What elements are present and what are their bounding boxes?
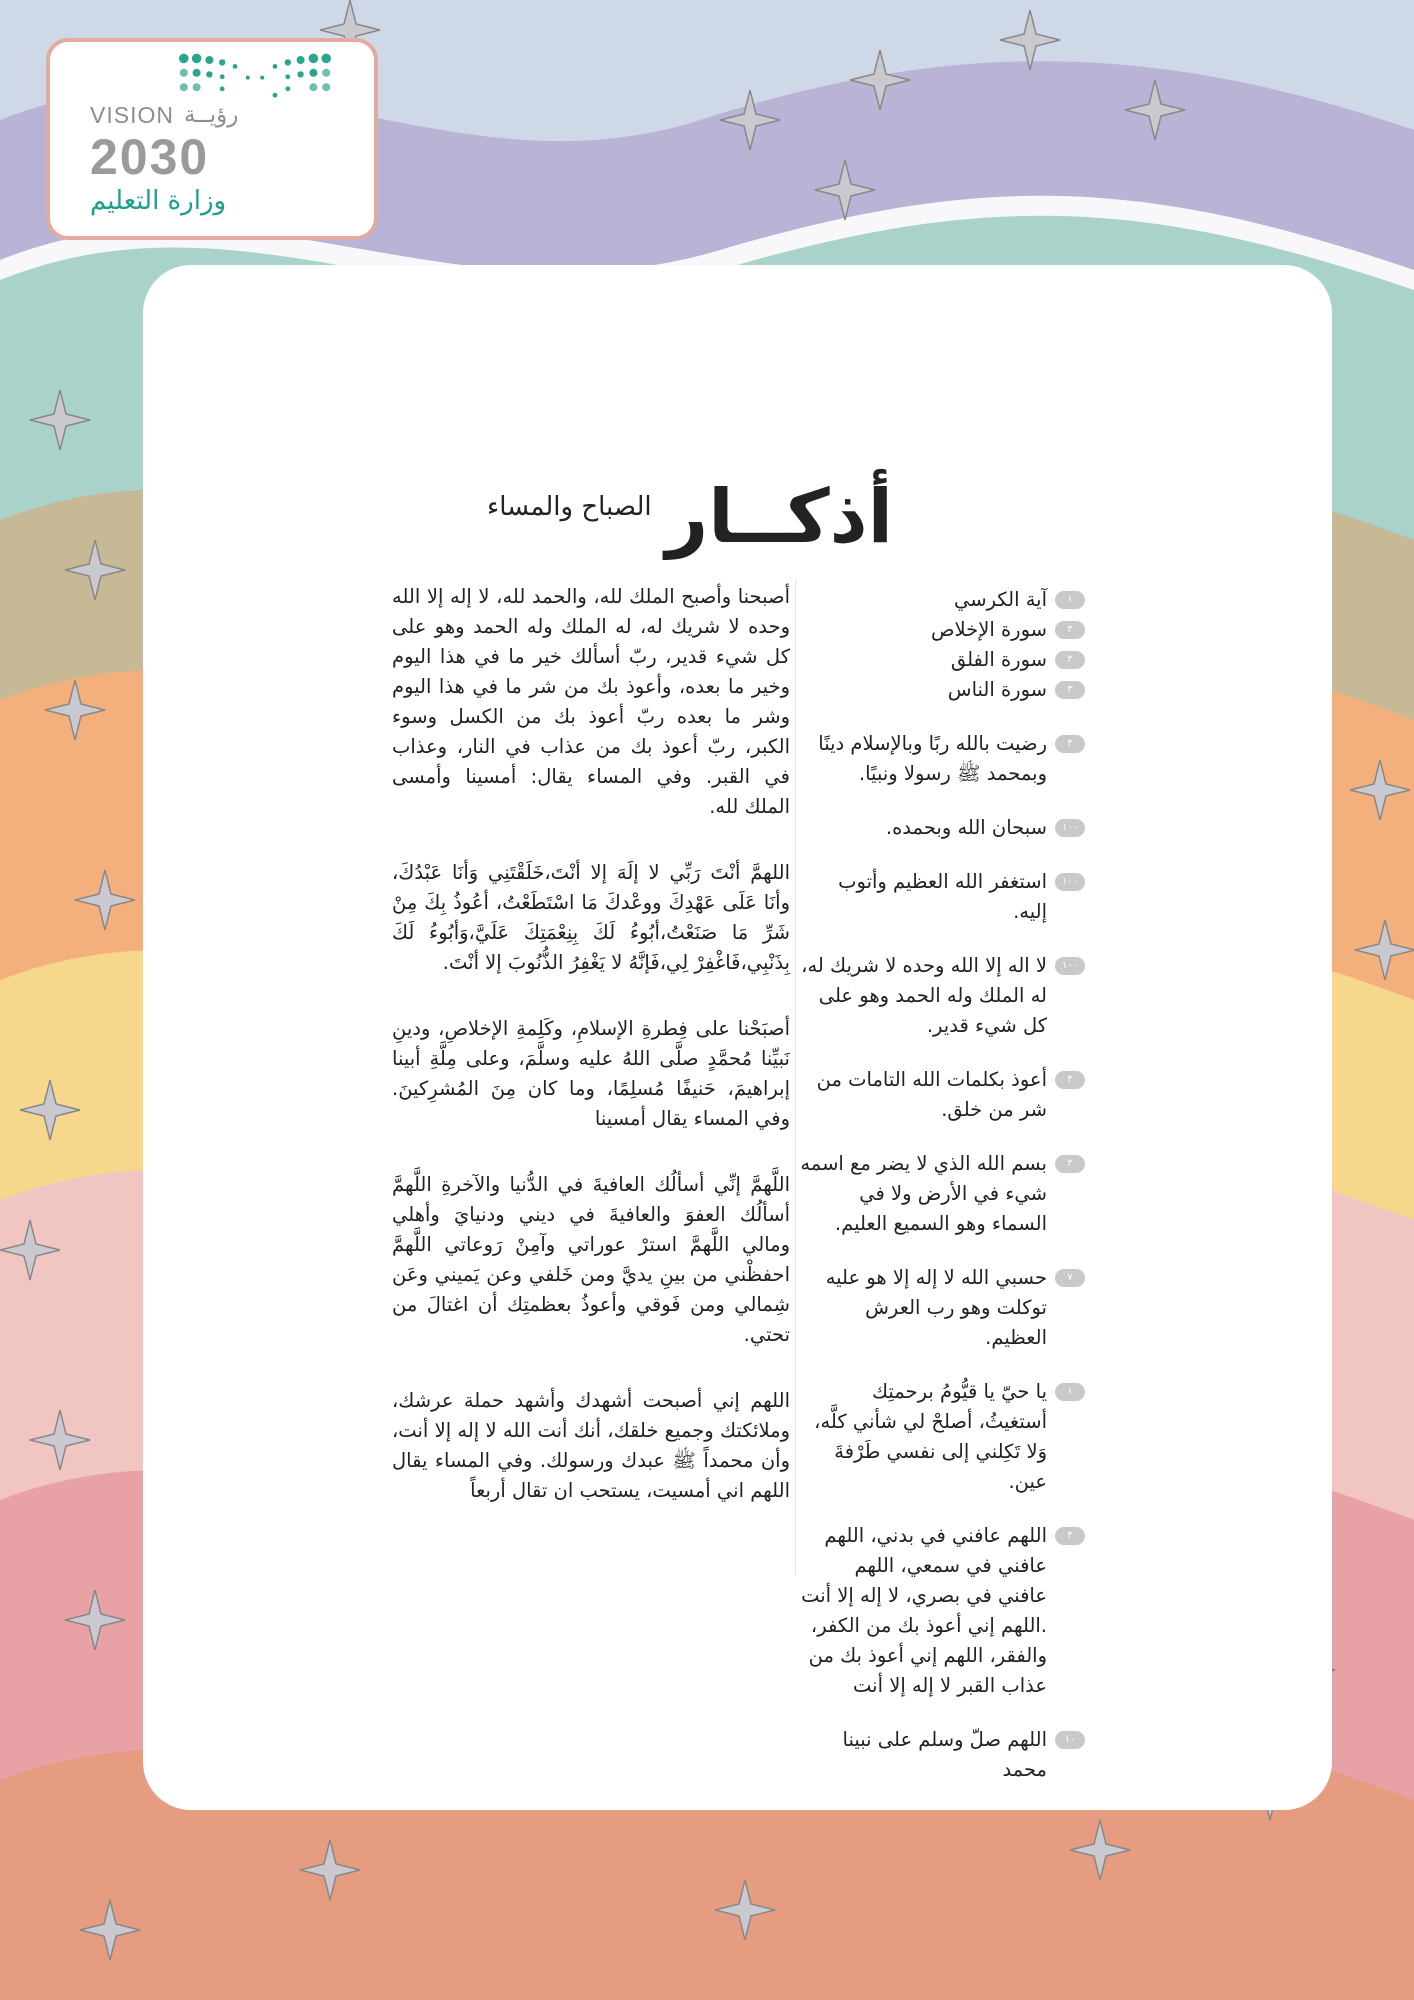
dhikr-text: سورة الفلق	[950, 648, 1047, 671]
logo-ministry-name: وزارة التعليم	[90, 186, 227, 216]
dhikr-text: حسبي الله لا إله إلا هو عليه توكلت وهو رب العرش العظيم.	[825, 1266, 1047, 1349]
list-item	[800, 1149, 1085, 1239]
count-badge: ٣	[1055, 735, 1085, 753]
title-subtitle: الصباح والمساء	[487, 492, 652, 522]
count-badge: ١٠٠	[1055, 873, 1085, 891]
logo-vision-arabic: رؤيــة	[183, 102, 239, 128]
page-title	[460, 455, 920, 565]
dhikr-text: سورة الإخلاص	[930, 618, 1047, 641]
dhikr-text: استغفر الله العظيم وأتوب إليه.	[838, 870, 1047, 923]
dhikr-text: اللهم صلّ وسلم على نبينا محمد	[842, 1728, 1047, 1781]
dhikr-text: أعوذ بكلمات الله التامات من شر من خلق.	[816, 1068, 1047, 1121]
list-item	[800, 585, 1085, 615]
dhikr-text: اللهم عافني في بدني، اللهم عافني في سمعي، اللهم عافني في بصري، لا إله إلا أنت .اللهم إني أعوذ بك من الكفر، والفقر، اللهم إني أعوذ بك من عذاب القبر لا إله إلا أنت	[801, 1524, 1047, 1697]
dhikr-text: يا حيّ يا قيُّومُ برحمتِك أستغيثُ، أصلحْ لي شأني كلَّه، وَلا تَكِلني إلى نفسي طَرْفةَ عين.	[814, 1380, 1047, 1493]
dhikr-text: سورة الناس	[947, 678, 1047, 701]
list-item	[800, 1521, 1085, 1701]
dhikr-paragraph: أصبَحْنا على فِطرةِ الإسلامِ، وكَلِمةِ الإخلاصِ، ودينِ نَبيِّنا مُحمَّدٍ صلَّى اللهُ عليه وسلَّمَ، وعلى مِلَّةِ أبينا إبراهيمَ، حَنيفًا مُسلِمًا، وما كان مِنَ المُشرِكينَ. وفي المساء يقال أمسينا	[392, 1017, 790, 1130]
dhikr-text: لا اله إلا الله وحده لا شريك له، له الملك وله الحمد وهو على كل شيء قدير.	[801, 954, 1047, 1037]
logo-dots-icon	[160, 52, 350, 100]
dhikr-text: بسم الله الذي لا يضر مع اسمه شيء في الأرض ولا في السماء وهو السميع العليم.	[800, 1152, 1047, 1235]
logo-vision-text: VISION	[90, 102, 174, 128]
list-item	[800, 729, 1085, 789]
count-badge: ١	[1055, 1383, 1085, 1401]
count-badge: ٧	[1055, 1269, 1085, 1287]
count-badge: ١٠٠	[1055, 819, 1085, 837]
list-item	[800, 1263, 1085, 1353]
list-item	[800, 1725, 1085, 1785]
dhikr-paragraph: اللهم إني أصبحت أشهدك وأشهد حملة عرشك، وملائكتك وجميع خلقك، أنك أنت الله لا إله إلا أنت، وأن محمداً ﷺ عبدك ورسولك. وفي المساء يقال اللهم اني أمسيت، يستحب ان تقال أربعاً	[392, 1389, 790, 1502]
column-divider	[795, 580, 796, 1575]
count-badge: ١٠٠	[1055, 957, 1085, 975]
count-badge: ٣	[1055, 621, 1085, 639]
logo-vision-row	[90, 100, 238, 130]
list-item	[800, 1377, 1085, 1497]
count-badge: ٣	[1055, 1155, 1085, 1173]
list-item	[800, 675, 1085, 705]
logo-year: 2030	[90, 129, 210, 185]
left-column-adhkar	[392, 582, 790, 1542]
count-badge: ٣	[1055, 1527, 1085, 1545]
list-item	[800, 1065, 1085, 1125]
count-badge: ٣	[1055, 681, 1085, 699]
dhikr-paragraph: أصبحنا وأصبح الملك لله، والحمد لله، لا إله إلا الله وحده لا شريك له، له الملك وله الحمد وهو على كل شيء قدير، ربّ أسألك خير ما في هذا اليوم وخير ما بعده، وأعوذ بك من شر ما في هذا اليوم وشر ما بعده ربّ أعوذ بك من الكسل وسوء الكبر، ربّ أعوذ بك من عذاب في النار، وعذاب في القبر. وفي المساء يقال: أمسينا وأمسى الملك لله.	[392, 585, 790, 818]
title-main: أذكــار	[665, 474, 893, 560]
ministry-logo	[46, 38, 378, 240]
dhikr-text: آية الكرسي	[954, 588, 1047, 611]
count-badge: ١	[1055, 591, 1085, 609]
list-item	[800, 645, 1085, 675]
list-item	[800, 615, 1085, 645]
count-badge: ٣	[1055, 1071, 1085, 1089]
dhikr-paragraph: اللهمَّ أنْتَ رَبِّي لا إلَهَ إلا أنْتَ،خَلَقْتَنِي وَأنَا عَبْدُكَ، وأنَا عَلَى عَهْدِكَ ووعْدكَ مَا اسْتَطَعْتُ، أعُوذُ بِكَ مِنْ شَرِّ مَا صَنَعْتُ،أبُوءُ لَكَ بِنِعْمَتِكَ عَلَيَّ،وَأبُوءُ لَكَ بِذَنْبِي،فَاغْفِرْ لِي،فَإنَّهُ لا يَغْفِرُ الذُّنُوبَ إلا أنْتَ.	[392, 861, 790, 974]
dhikr-paragraph: اللَّهمَّ إنِّي أسألُك العافيةَ في الدُّنيا والآخرةِ اللَّهمَّ أسألُك العفوَ والعافيةَ في ديني ودنيايَ وأهلي ومالي اللَّهمَّ استرْ عوراتي وآمِنْ رَوعاتي اللَّهمَّ احفظْني من بينِ يديَّ ومن خَلفي وعن يَميني وعَن شِمالي ومن فَوقي وأعوذُ بعظمتِك أن اغتالَ من تحتي.	[392, 1173, 790, 1346]
count-badge: ١٠	[1055, 1731, 1085, 1749]
list-item	[800, 813, 1085, 843]
dhikr-text: رضيت بالله ربًا وبالإسلام دينًا وبمحمد ﷺ رسولا ونبيًا.	[818, 732, 1047, 785]
list-item	[800, 867, 1085, 927]
list-item	[800, 951, 1085, 1041]
right-column-adhkar	[800, 585, 1085, 1809]
dhikr-text: سبحان الله وبحمده.	[885, 816, 1047, 839]
count-badge: ٣	[1055, 651, 1085, 669]
